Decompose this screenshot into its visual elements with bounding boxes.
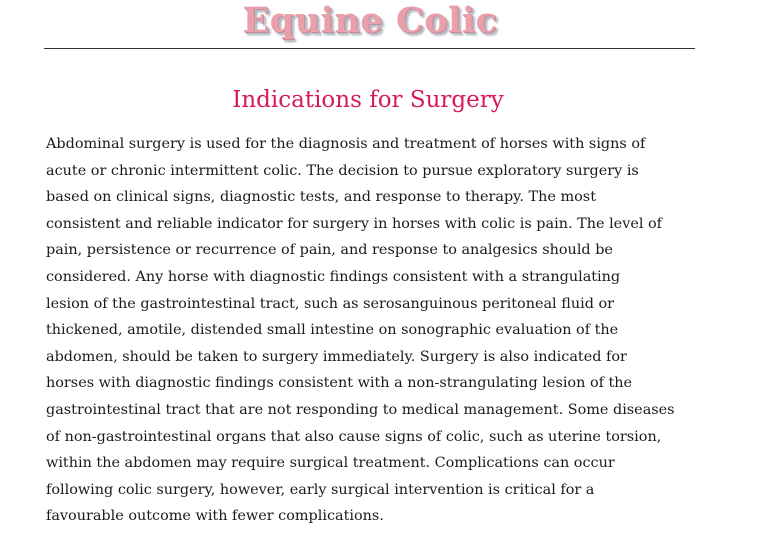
paragraph-line: pain, persistence or recurrence of pain, and response to analgesics should be: [46, 242, 613, 259]
paragraph-line: lesion of the gastrointestinal tract, such as serosanguinous peritoneal fluid or: [46, 295, 615, 312]
paragraph-line: of non-gastrointestinal organs that also cause signs of colic, such as uterine torsion,: [46, 428, 662, 445]
paragraph-line: acute or chronic intermittent colic. The decision to pursue exploratory surgery is: [46, 162, 639, 179]
page-banner: [0, 0, 740, 46]
paragraph-line: following colic surgery, however, early surgical intervention is critical for a: [46, 481, 595, 498]
body-paragraph: [46, 131, 736, 530]
paragraph-line: Abdominal surgery is used for the diagnosis and treatment of horses with signs of: [46, 136, 646, 152]
header-divider: [44, 48, 695, 49]
paragraph-line: horses with diagnostic findings consistent with a non-strangulating lesion of the: [46, 375, 633, 392]
section-heading: Indications for Surgery: [232, 87, 504, 113]
banner-title: Equine Colic: [242, 0, 498, 41]
paragraph-line: favourable outcome with fewer complications.: [46, 508, 384, 525]
paragraph-line: abdomen, should be taken to surgery immediately. Surgery is also indicated for: [46, 348, 627, 365]
paragraph-line: gastrointestinal tract that are not responding to medical management. Some diseases: [46, 401, 675, 418]
paragraph-line: thickened, amotile, distended small intestine on sonographic evaluation of the: [46, 322, 619, 339]
paragraph-line: considered. Any horse with diagnostic findings consistent with a strangulating: [46, 268, 621, 285]
paragraph-line: within the abdomen may require surgical treatment. Complications can occur: [46, 455, 615, 472]
paragraph-line: based on clinical signs, diagnostic tests, and response to therapy. The most: [46, 189, 596, 206]
paragraph-line: consistent and reliable indicator for surgery in horses with colic is pain. The level of: [46, 215, 663, 232]
